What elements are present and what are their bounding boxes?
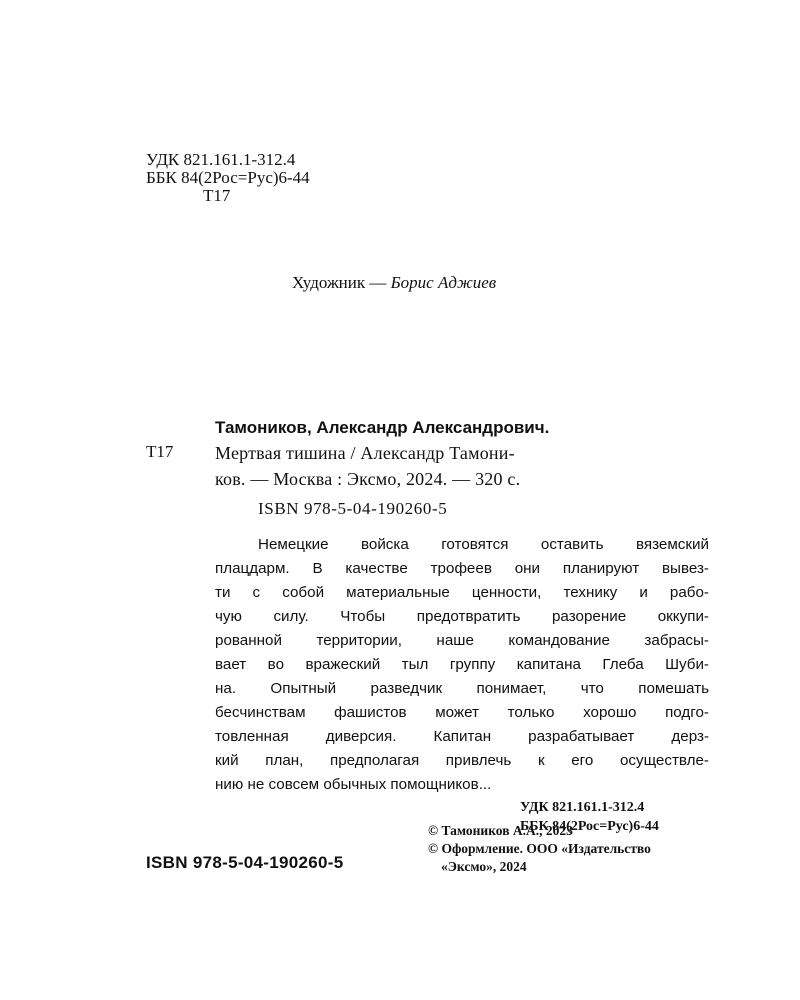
artist-name: Борис Аджиев xyxy=(390,273,497,292)
annotation-line: кий план, предполагая привлечь к его осуществле- xyxy=(215,752,709,769)
annotation-line: на. Опытный разведчик понимает, что помешать xyxy=(215,680,709,697)
copyright-line: «Эксмо», 2024 xyxy=(441,859,527,874)
record-author-mark: Т17 xyxy=(146,442,174,461)
author-mark: Т17 xyxy=(203,186,231,205)
annotation-line: плацдарм. В качестве трофеев они планируют вывез- xyxy=(215,560,709,577)
record-udk: УДК 821.161.1-312.4 xyxy=(520,800,645,815)
annotation-line: бесчинствам фашистов может только хорошо подго- xyxy=(215,704,709,721)
record-bbk: ББК 84(2Рос=Рус)6-44 xyxy=(520,819,659,834)
annotation-line: нию не совсем обычных помощников... xyxy=(215,776,492,793)
title-line: ков. — Москва : Эксмо, 2024. — 320 с. xyxy=(215,469,521,489)
title-line: Мертвая тишина / Александр Тамони- xyxy=(215,443,515,463)
annotation-line: вает во вражеский тыл группу капитана Глеба Шуби- xyxy=(215,656,709,673)
copyright-line: © Оформление. ООО «Издательство xyxy=(428,841,651,856)
annotation-line: товленная диверсия. Капитан разрабатывает дерз- xyxy=(215,728,709,745)
author-heading: Тамоников, Александр Александрович. xyxy=(215,418,550,437)
artist-role: Художник — xyxy=(292,273,391,292)
annotation-line: чую силу. Чтобы предотвратить разорение оккупи- xyxy=(215,608,709,625)
udk-code: УДК 821.161.1-312.4 xyxy=(146,150,296,169)
copyright-line: © Тамоников А.А., 2023 xyxy=(428,823,573,838)
annotation-line: рованной территории, наше командование забрасы- xyxy=(215,632,709,649)
bbk-code: ББК 84(2Рос=Рус)6-44 xyxy=(146,168,310,187)
artist-credit xyxy=(292,273,496,293)
record-isbn: ISBN 978-5-04-190260-5 xyxy=(258,499,448,518)
annotation-line: ти с собой материальные ценности, технику и рабо- xyxy=(215,584,709,601)
annotation-line: Немецкие войска готовятся оставить вяземский xyxy=(258,536,709,553)
footer-isbn: ISBN 978-5-04-190260-5 xyxy=(146,853,344,872)
